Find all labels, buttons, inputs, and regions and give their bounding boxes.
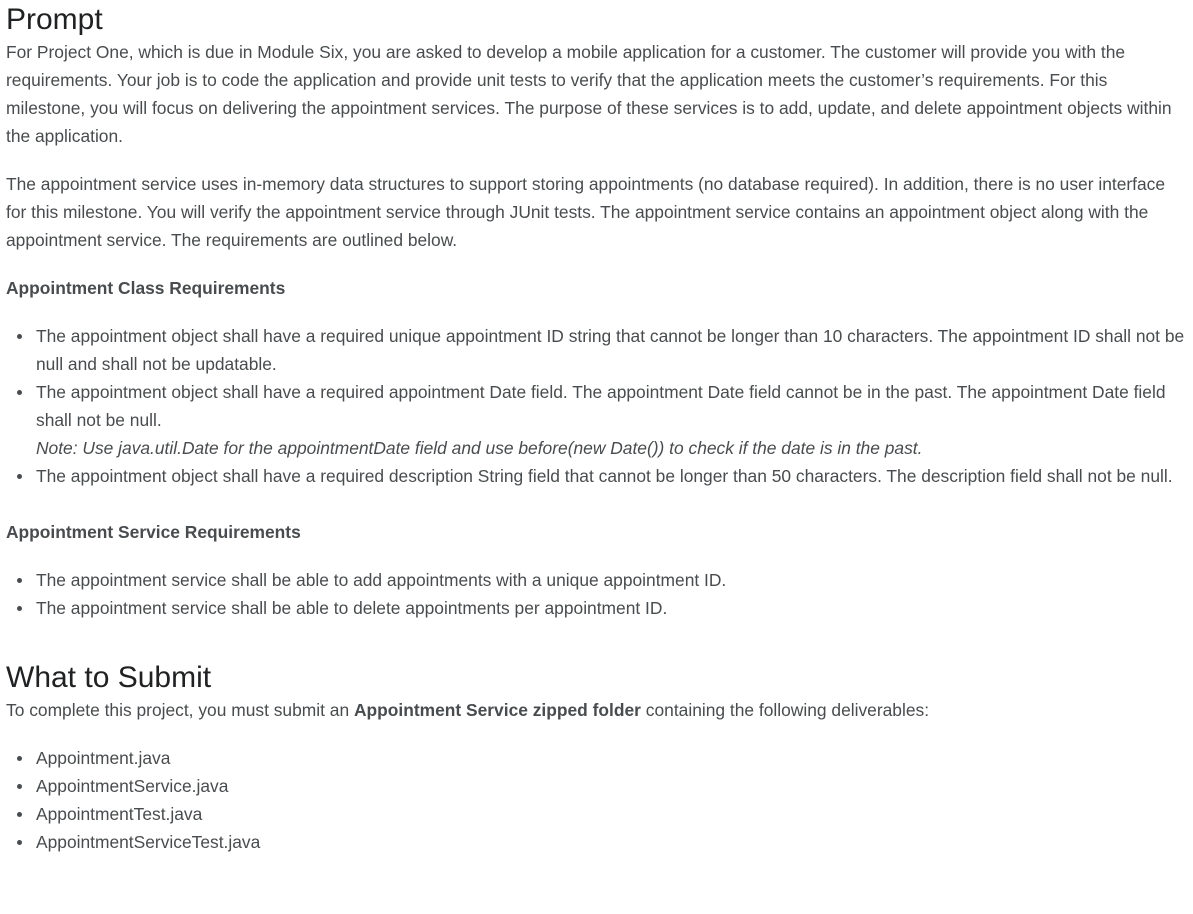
- list-item-text: The appointment service shall be able to add appointments with a unique appointment ID.: [36, 570, 727, 590]
- submit-intro: To complete this project, you must submit an Appointment Service zipped folder containing the following deliverables:: [6, 700, 930, 720]
- list-item: [36, 322, 1187, 378]
- list-item-text: The appointment object shall have a required description String field that cannot be longer than 50 characters. The description field shall not be null.: [36, 466, 1173, 486]
- list-item: [36, 566, 1187, 594]
- list-item: [36, 594, 1187, 622]
- list-item-text: The appointment service shall be able to delete appointments per appointment ID.: [36, 598, 668, 618]
- list-item: [36, 800, 1187, 828]
- service-requirements-list: [6, 566, 1187, 622]
- service-requirements-heading: Appointment Service Requirements: [6, 522, 301, 542]
- file-name: AppointmentServiceTest.java: [36, 832, 261, 852]
- submit-heading: What to Submit: [6, 661, 212, 694]
- class-requirements-list: [6, 322, 1187, 490]
- prompt-paragraph-2: The appointment service uses in-memory data structures to support storing appointments (no database required). In addition, there is no user interface for this milestone. You will verify the appointment service through JUnit tests. The appointment service contains an appointment object along with the appointment service. The requirements are outlined below.: [6, 174, 1166, 250]
- file-name: AppointmentTest.java: [36, 804, 203, 824]
- prompt-paragraph-1: For Project One, which is due in Module Six, you are asked to develop a mobile application for a customer. The customer will provide you with the requirements. Your job is to code the application and provide unit tests to verify that the application meets the customer’s requirements. For this milestone, you will focus on delivering the appointment services. The purpose of these services is to add, update, and delete appointment objects within the application.: [6, 42, 1172, 146]
- list-item: [36, 828, 1187, 856]
- file-name: AppointmentService.java: [36, 776, 229, 796]
- deliverables-list: [6, 744, 1187, 856]
- file-name: Appointment.java: [36, 748, 171, 768]
- date-note: Note: Use java.util.Date for the appointmentDate field and use before(new Date()) to check if the date is in the past.: [36, 438, 923, 458]
- class-requirements-heading: Appointment Class Requirements: [6, 278, 286, 298]
- list-item: [36, 378, 1187, 462]
- prompt-heading: Prompt: [6, 3, 103, 36]
- list-item-text: The appointment object shall have a required unique appointment ID string that cannot be longer than 10 characters. The appointment ID shall not be null and shall not be updatable.: [36, 326, 1185, 374]
- list-item: [36, 772, 1187, 800]
- list-item: [36, 744, 1187, 772]
- list-item-text: The appointment object shall have a required appointment Date field. The appointment Date field cannot be in the past. The appointment Date field shall not be null.: [36, 382, 1166, 430]
- list-item: [36, 462, 1187, 490]
- deliverable-folder-name: Appointment Service zipped folder: [353, 700, 641, 720]
